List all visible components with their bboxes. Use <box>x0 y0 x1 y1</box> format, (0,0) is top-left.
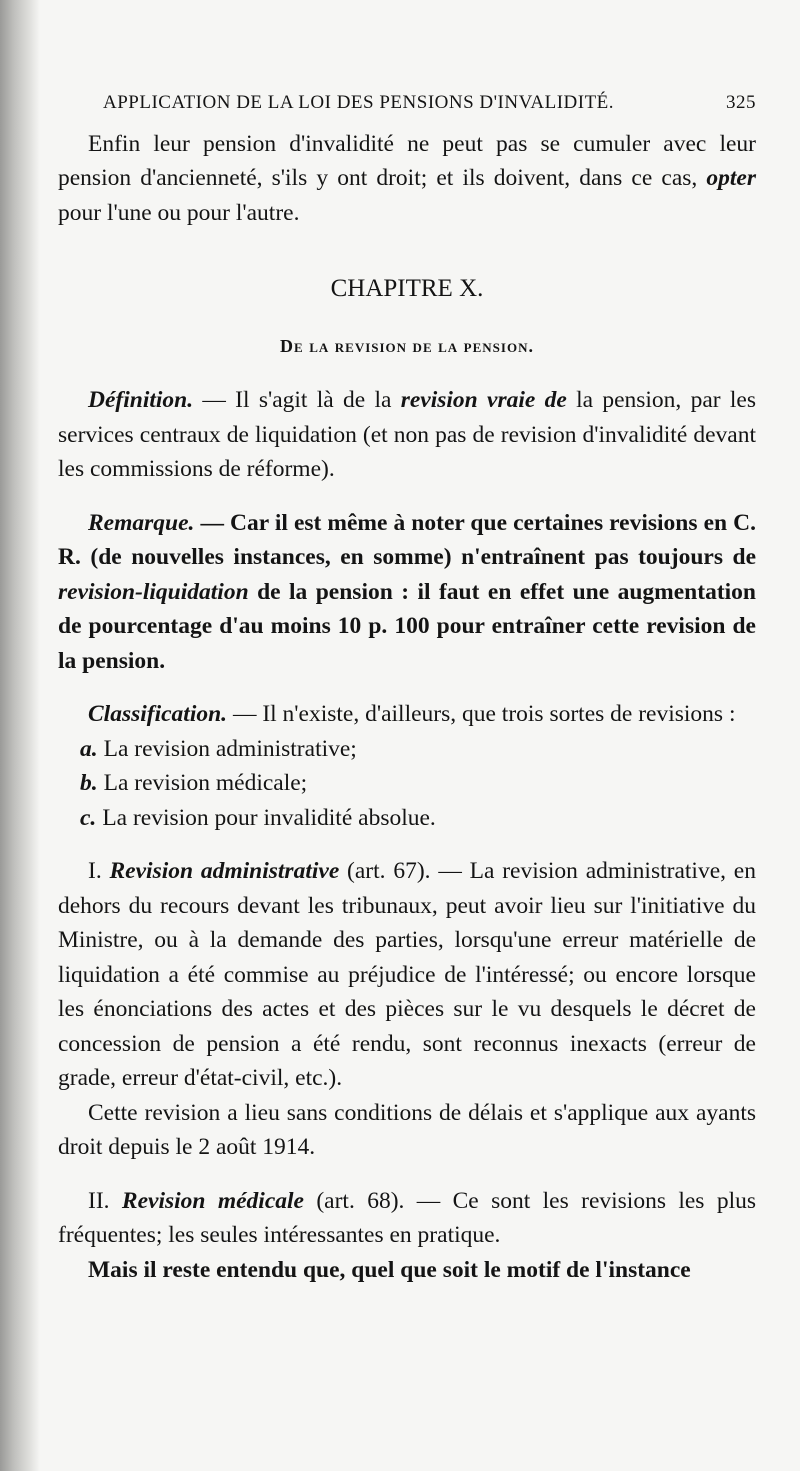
list-item <box>80 766 756 801</box>
section-1-text: (art. 67). — La revision administrative, en dehors du recours devant les tribunaux, peut avoir lieu sur l'initiative du Ministre, ou à la demande des parties, lorsqu'une erreur matérielle de liquidation a été commise au préjudice de l'intéressé; ou encore lorsque les énonciations des actes et des pièces sur le vu desquels le décret de concession de pension a été rendu, sont reconnus inexacts (erreur de grade, erreur d'état-civil, etc.). <box>58 858 756 1091</box>
running-header <box>103 86 756 121</box>
list-text: La revision médicale; <box>103 770 308 796</box>
intro-paragraph <box>58 127 756 231</box>
definition-paragraph <box>58 383 756 487</box>
classification-list <box>80 732 756 836</box>
classification-text: — Il n'existe, d'ailleurs, que trois sortes de revisions : <box>227 701 736 727</box>
intro-text-end: pour l'une ou pour l'autre. <box>58 199 300 226</box>
section-2-paragraph-2: Mais il reste entendu que, quel que soit le motif de l'instance <box>88 1256 691 1283</box>
list-letter: a. <box>80 735 98 762</box>
section-1-paragraph-2: Cette revision a lieu sans conditions de délais et s'applique aux ayants droit depuis le 2 août 1914. <box>58 1099 756 1160</box>
chapter-title: CHAPITRE X. <box>330 275 484 302</box>
page-text <box>58 86 756 1287</box>
remarque-paragraph <box>58 506 756 679</box>
remarque-text-a: — Car il est même à noter que certaines revisions en C. R. (de nouvelles instances, en somme) n'entraînent pas toujours de <box>58 509 756 570</box>
list-text: La revision pour invalidité absolue. <box>102 804 436 831</box>
header-title: APPLICATION DE LA LOI DES PENSIONS D'INVALIDITÉ. <box>103 92 615 113</box>
binding-shadow <box>0 0 40 1471</box>
definition-text-a: — Il s'agit là de la <box>193 387 401 413</box>
list-item <box>80 732 756 767</box>
definition-emphasis: revision vraie de <box>400 387 567 413</box>
definition-text-b: la pension, par les services centraux de liquidation (et non pas de revision d'invalidité devant les commissions de réforme). <box>58 387 756 482</box>
remarque-text-b: de la pension : il faut en effet une augmentation de pourcentage d'au moins 10 p. 100 pour entraîner cette revision de la pension. <box>58 578 756 674</box>
section-2-paragraph <box>58 1184 756 1253</box>
section-2-text: (art. 68). — Ce sont les revisions les plus fréquentes; les seules intéressantes en pratique. <box>58 1187 756 1248</box>
remarque-label: Remarque. <box>88 509 195 536</box>
section-1-number: I. <box>88 858 102 884</box>
page-number: 325 <box>726 92 756 113</box>
list-text: La revision administrative; <box>103 735 357 762</box>
remarque-emphasis: revision-liquidation <box>58 578 249 605</box>
list-letter: b. <box>80 770 98 796</box>
section-2-label: Revision médicale <box>121 1187 304 1214</box>
chapter-subtitle: De la revision de la pension. <box>280 335 534 356</box>
classification-paragraph <box>58 697 756 732</box>
classification-label: Classification. <box>88 701 228 727</box>
intro-emphasis: opter <box>706 165 756 191</box>
intro-text: Enfin leur pension d'invalidité ne peut pas se cumuler avec leur pension d'ancienneté, s'ils y ont droit; et ils doivent, dans ce cas, <box>58 130 756 191</box>
section-1-label: Revision administrative <box>109 858 340 884</box>
definition-label: Définition. <box>88 387 194 413</box>
list-letter: c. <box>80 804 97 831</box>
list-item <box>80 801 756 836</box>
section-2-number: II. <box>88 1187 110 1214</box>
section-1-paragraph <box>58 854 756 1096</box>
